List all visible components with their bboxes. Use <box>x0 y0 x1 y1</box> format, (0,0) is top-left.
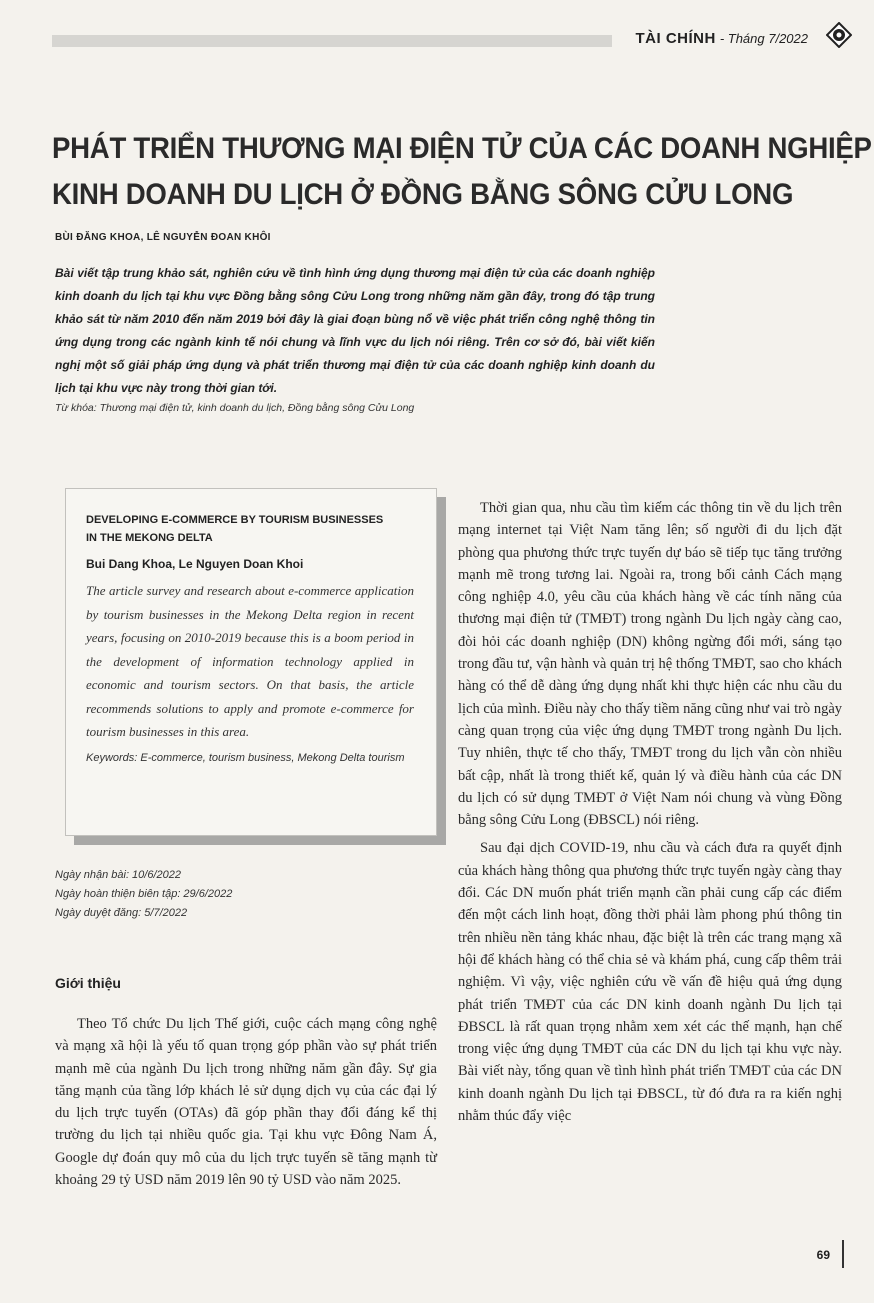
english-keywords: Keywords: E-commerce, tourism business, Mekong Delta tourism <box>86 751 405 764</box>
english-authors: Bui Dang Khoa, Le Nguyen Doan Khoi <box>86 557 304 571</box>
body-paragraph-2: Sau đại dịch COVID-19, nhu cầu và cách đưa ra quyết định của khách hàng thông qua phương thức trực tuyến ngày càng thay đổi. Các DN muốn phát triển mạnh cần phải cung cấp các điểm đến một cách linh hoạt, đồng thời phải làm phong phú thông tin trên nhiều nền tảng khác nhau, đặc biệt là trên các trang mạng xã hội để khách hàng có thể chia sẻ và khám phá, cung cấp thêm trải nghiệm. Vì vậy, việc nghiên cứu về vấn đề hiệu quả ứng dụng phát triển TMĐT của các DN kinh doanh ngành Du lịch tại ĐBSCL là rất quan trọng nhằm xem xét các thế mạnh, hạn chế trong việc ứng dụng TMĐT của các DN du lịch tại khu vực này. Bài viết này, tổng quan về tình hình phát triển TMĐT của các DN kinh doanh ngành Du lịch tại ĐBSCL, từ đó đưa ra ra kiến nghị nhằm thúc đẩy việc <box>458 840 842 1125</box>
body-right-column <box>458 497 842 1133</box>
english-title: DEVELOPING E-COMMERCE BY TOURISM BUSINESSES IN THE MEKONG DELTA <box>86 514 384 544</box>
intro-paragraph-1: Theo Tổ chức Du lịch Thế giới, cuộc cách mạng công nghệ và mạng xã hội là yếu tố quan trọng góp phần vào sự phát triển mạnh mẽ của ngành Du lịch trong những năm gần đây. Sự gia tăng mạnh của tầng lớp khách lẻ sử dụng dịch vụ của các đại lý du lịch trực tuyến (OTAs) đã góp phần thay đổi đáng kể thị trường du lịch tại nhiều quốc gia. Tại khu vực Đông Nam Á, Google dự đoán quy mô của du lịch trực tuyến sẽ tăng mạnh từ khoảng 29 tỷ USD năm 2019 lên 90 tỷ USD vào năm 2025. <box>55 1016 437 1189</box>
title-line-2: KINH DOANH DU LỊCH Ở ĐỒNG BẰNG SÔNG CỬU LONG <box>52 178 794 211</box>
page-number-rule <box>842 1240 844 1268</box>
english-abstract: The article survey and research about e-commerce application by tourism businesses in the Mekong Delta region in recent years, focusing on 2010-2019 because this is a boom period in the development of information technology applied in economic and tourism sectors. On that basis, the article recommends solutions to apply and promote e-commerce for tourism businesses in this area. <box>86 583 414 739</box>
date-received: Ngày nhận bài: 10/6/2022 <box>55 869 181 881</box>
keywords-vietnamese: Từ khóa: Thương mại điện tử, kinh doanh du lịch, Đồng bằng sông Cửu Long <box>55 402 415 414</box>
article-title <box>52 126 872 218</box>
issue-date: - Tháng 7/2022 <box>719 31 808 46</box>
date-accepted: Ngày duyệt đăng: 5/7/2022 <box>55 907 188 919</box>
body-paragraph-1: Thời gian qua, nhu cầu tìm kiếm các thông tin về du lịch trên mạng internet tại Việt Nam tăng lên; số người đi du lịch đặt phòng qua phương thức trực tuyến dự báo sẽ tiếp tục tăng trưởng mạnh mẽ trong tương lai. Ngoài ra, trong bối cảnh Cách mạng công nghiệp 4.0, yêu cầu của khách hàng về các tính năng của thương mại điện tử (TMĐT) trong ngành Du lịch ngày càng cao, đòi hỏi các doanh nghiệp (DN) không ngừng đổi mới, sáng tạo trong đầu tư, vận hành và quản trị hệ thống TMĐT, sao cho khách hàng có thể dễ dàng ứng dụng nhất khi thực hiện các nhu cầu du lịch của mình. Điều này cho thấy tiềm năng cũng như vai trò ngày càng quan trọng của việc ứng dụng TMĐT trong ngành Du lịch. Tuy nhiên, thực tế cho thấy, TMĐT trong du lịch vẫn còn nhiều bất cập, nhất là trong thiết kế, quản lý và điều hành của các DN du lịch có sử dụng TMĐT ở Việt Nam nói chung và vùng Đồng bằng sông Cửu Long (ĐBSCL) nói riêng. <box>458 500 842 829</box>
running-header <box>635 30 808 47</box>
publication-dates <box>55 866 232 923</box>
journal-emblem-icon <box>826 22 852 48</box>
header-bar <box>52 35 612 47</box>
abstract-vietnamese: Bài viết tập trung khảo sát, nghiên cứu về tình hình ứng dụng thương mại điện tử của các doanh nghiệp kinh doanh du lịch tại khu vực Đồng bằng sông Cửu Long trong những năm gần đây, trong đó tập trung khảo sát từ năm 2010 đến năm 2019 bởi đây là giai đoạn bùng nổ về việc phát triển công nghệ thông tin ứng dụng trong các ngành kinh tế nói chung và lĩnh vực du lịch nói riêng. Trên cơ sở đó, bài viết kiến nghị một số giải pháp ứng dụng và phát triển thương mại điện tử của các doanh nghiệp kinh doanh du lịch tại khu vực này trong thời gian tới. <box>55 266 655 395</box>
author-names: BÙI ĐĂNG KHOA, LÊ NGUYỄN ĐOAN KHÔI <box>55 232 271 243</box>
page-number: 69 <box>816 1248 830 1262</box>
intro-left-column <box>55 1013 437 1191</box>
english-abstract-box <box>65 488 437 836</box>
section-heading-introduction: Giới thiệu <box>55 975 121 991</box>
title-line-1: PHÁT TRIỂN THƯƠNG MẠI ĐIỆN TỬ CỦA CÁC DOANH NGHIỆP <box>52 132 872 165</box>
date-revised: Ngày hoàn thiện biên tập: 29/6/2022 <box>55 888 233 900</box>
section-name: TÀI CHÍNH <box>635 30 716 47</box>
